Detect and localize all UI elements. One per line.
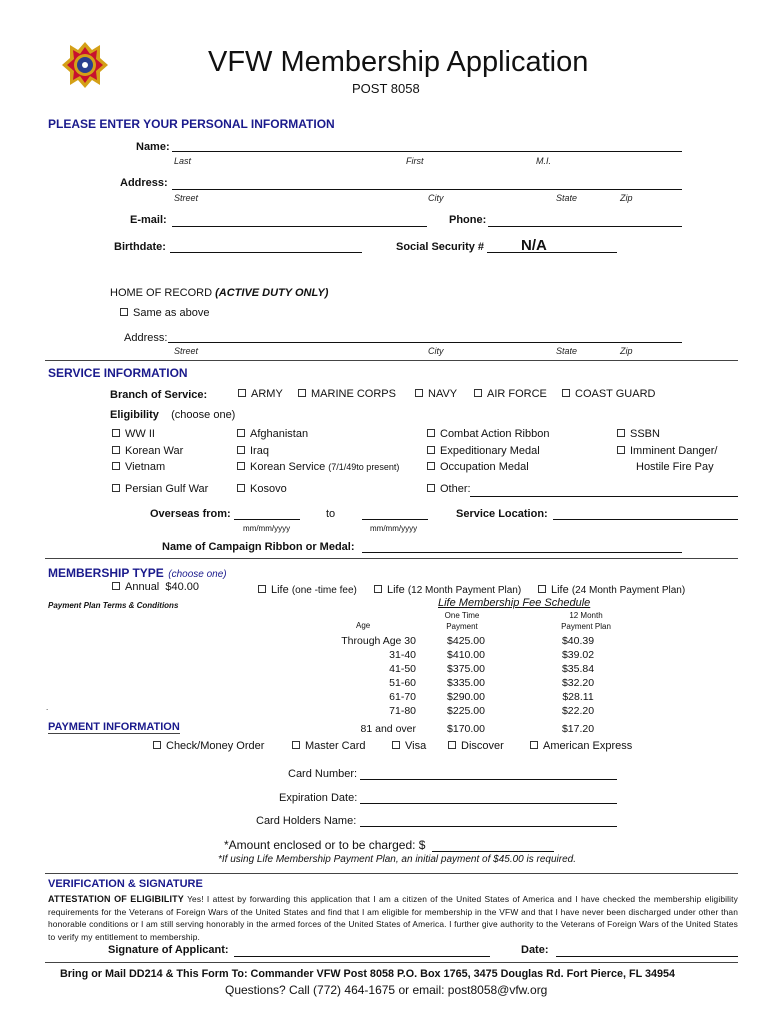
pay-amex-label: American Express — [543, 740, 633, 752]
annual-label: Annual — [125, 581, 160, 593]
phone-label: Phone: — [449, 214, 487, 226]
fee-schedule-title: Life Membership Fee Schedule — [438, 597, 591, 609]
birthdate-label: Birthdate: — [114, 241, 166, 253]
expiration-field[interactable] — [360, 803, 617, 804]
checkbox-icon[interactable] — [427, 484, 435, 492]
fee-12-month: $17.20 — [561, 723, 595, 735]
elig-expeditionary[interactable] — [427, 445, 540, 457]
home-address-sub-state: State — [556, 346, 578, 356]
elig-ww2[interactable] — [112, 428, 155, 440]
branch-label: Branch of Service: — [110, 389, 208, 401]
branch-navy[interactable] — [415, 388, 457, 400]
branch-army[interactable] — [238, 388, 283, 400]
date-label: Date: — [521, 944, 549, 956]
signature-field[interactable] — [234, 956, 490, 957]
campaign-field[interactable] — [362, 552, 682, 553]
fee-age: 51-60 — [389, 677, 416, 689]
membership-heading-row — [48, 564, 227, 582]
elig-korean-war-label: Korean War — [125, 445, 184, 457]
checkbox-icon[interactable] — [617, 446, 625, 454]
email-label: E-mail: — [130, 214, 167, 226]
overseas-to-field[interactable] — [362, 519, 428, 520]
date-field[interactable] — [556, 956, 738, 957]
elig-korean-service[interactable] — [237, 461, 399, 473]
fee-one-time: $225.00 — [447, 705, 485, 717]
elig-other[interactable] — [427, 483, 471, 495]
fee-12-month: $40.39 — [561, 635, 595, 647]
elig-kosovo-label: Kosovo — [250, 483, 287, 495]
pay-amex[interactable] — [530, 740, 632, 752]
fee-row — [320, 662, 646, 676]
mail-instructions: Bring or Mail DD214 & This Form To: Commander VFW Post 8058 P.O. Box 1765, 3475 Douglas Rd. Fort Pierce, FL 34954 — [60, 968, 676, 980]
eligibility-label — [110, 409, 235, 421]
home-address-sub-zip: Zip — [620, 346, 633, 356]
membership-life-24[interactable] — [538, 584, 685, 596]
elig-persian-gulf[interactable] — [112, 483, 208, 495]
checkbox-icon[interactable] — [427, 446, 435, 454]
fee-one-time: $375.00 — [447, 663, 485, 675]
branch-coastguard-label: COAST GUARD — [575, 388, 656, 400]
elig-vietnam-label: Vietnam — [125, 461, 166, 473]
checkbox-icon[interactable] — [153, 741, 161, 749]
name-sub-mi: M.I. — [536, 156, 551, 166]
home-of-record-text: HOME OF RECORD — [110, 287, 213, 299]
fee-row — [320, 718, 646, 736]
pay-check[interactable] — [153, 740, 264, 752]
fee-one-time: $290.00 — [447, 691, 485, 703]
checkbox-icon[interactable] — [112, 462, 120, 470]
elig-persian-gulf-label: Persian Gulf War — [125, 483, 209, 495]
pay-mastercard-label: Master Card — [305, 740, 366, 752]
life-24-note: (24 Month Payment Plan) — [571, 585, 686, 596]
service-info-heading: SERVICE INFORMATION — [48, 366, 188, 380]
section-divider — [45, 558, 738, 559]
address-sub-zip: Zip — [620, 193, 633, 203]
page-title: VFW Membership Application — [208, 46, 589, 78]
pay-mastercard[interactable] — [292, 740, 366, 752]
life-one-time-label: Life — [271, 584, 289, 596]
ssn-value: N/A — [521, 237, 547, 254]
name-sub-last: Last — [174, 156, 192, 166]
pay-discover-label: Discover — [461, 740, 504, 752]
to-label: to — [326, 508, 336, 520]
service-location-field[interactable] — [553, 519, 738, 520]
birthdate-field[interactable] — [170, 252, 362, 253]
checkbox-icon[interactable] — [112, 446, 120, 454]
attestation-text: Yes! I attest by forwarding this application that I am a citizen of the United States of America and I have checked the membership eligibility requirements for the Veterans of Foreign Wars of the United States and find that I am eligible for membership in the VFW and that I have never been discharged under other than honorable conditions or I am still serving honorably in the armed forces of the United States of America. I further give authority to the Veterans of Foreign Wars of the United States to verify my entitlement to membership. — [48, 894, 738, 942]
elig-afghanistan-label: Afghanistan — [250, 428, 309, 440]
checkbox-icon[interactable] — [617, 429, 625, 437]
life-12-label: Life — [387, 584, 405, 596]
card-number-label: Card Number: — [288, 768, 358, 780]
personal-info-heading: PLEASE ENTER YOUR PERSONAL INFORMATION — [48, 117, 335, 131]
home-address-field[interactable] — [168, 342, 682, 343]
checkbox-icon[interactable] — [530, 741, 538, 749]
checkbox-icon[interactable] — [120, 308, 128, 316]
address-field[interactable] — [172, 189, 682, 190]
name-label: Name: — [136, 141, 170, 153]
fee-age: 61-70 — [389, 691, 416, 703]
checkbox-icon[interactable] — [298, 389, 306, 397]
checkbox-icon[interactable] — [374, 585, 382, 593]
post-number: POST 8058 — [352, 81, 420, 96]
checkbox-icon[interactable] — [112, 582, 120, 590]
home-address-sub-street: Street — [174, 346, 199, 356]
address-label: Address: — [120, 177, 168, 189]
fee-12-month: $32.20 — [561, 677, 595, 689]
ssn-field[interactable] — [487, 252, 617, 253]
fee-age: 31-40 — [389, 649, 416, 661]
pay-check-label: Check/Money Order — [166, 740, 265, 752]
membership-note: (choose one) — [168, 569, 227, 580]
address-sub-city: City — [428, 193, 444, 203]
elig-iraq[interactable] — [237, 445, 269, 457]
elig-iraq-label: Iraq — [250, 445, 269, 457]
amount-label: *Amount enclosed or to be charged: $ — [224, 838, 426, 852]
home-address-label: Address: — [124, 332, 168, 344]
overseas-label: Overseas from: — [150, 508, 231, 520]
elig-kosovo[interactable] — [237, 483, 287, 495]
elig-ssbn[interactable] — [617, 428, 660, 440]
fee-one-time: $170.00 — [447, 723, 485, 735]
branch-marine-corps[interactable] — [298, 388, 396, 400]
checkbox-icon[interactable] — [292, 741, 300, 749]
checkbox-icon[interactable] — [474, 389, 482, 397]
fee-row — [320, 690, 646, 704]
checkbox-icon[interactable] — [258, 585, 266, 593]
elig-hostile-fire: Hostile Fire Pay — [636, 461, 714, 473]
elig-other-field[interactable] — [470, 496, 738, 497]
overseas-from-format: mm/mm/yyyy — [243, 524, 291, 533]
checkbox-icon[interactable] — [238, 389, 246, 397]
elig-vietnam[interactable] — [112, 461, 165, 473]
fee-age: 81 and over — [360, 723, 416, 735]
elig-imminent-danger-label: Imminent Danger/ — [630, 445, 718, 457]
name-field[interactable] — [172, 151, 682, 152]
elig-ssbn-label: SSBN — [630, 428, 660, 440]
membership-annual[interactable] — [112, 581, 199, 593]
elig-korean-service-label: Korean Service — [250, 461, 326, 473]
amount-field[interactable] — [432, 851, 554, 852]
fee-one-time: $410.00 — [447, 649, 485, 661]
eligibility-note: (choose one) — [171, 409, 236, 421]
verification-heading: VERIFICATION & SIGNATURE — [48, 878, 203, 890]
email-field[interactable] — [172, 226, 427, 227]
checkbox-icon[interactable] — [427, 429, 435, 437]
fee-12-month: $39.02 — [561, 649, 595, 661]
fee-one-time: $335.00 — [447, 677, 485, 689]
fee-12-month: $22.20 — [561, 705, 595, 717]
membership-life-12[interactable] — [374, 584, 521, 596]
life-one-time-note: (one -time fee) — [291, 585, 357, 596]
branch-coast-guard[interactable] — [562, 388, 655, 400]
elig-afghanistan[interactable] — [237, 428, 308, 440]
attestation-label: ATTESTATION OF ELIGIBILITY — [48, 894, 184, 904]
fee-one-time: $425.00 — [447, 635, 485, 647]
life-24-label: Life — [551, 584, 569, 596]
name-sub-first: First — [406, 156, 424, 166]
checkbox-icon[interactable] — [415, 389, 423, 397]
overseas-to-format: mm/mm/yyyy — [370, 524, 418, 533]
branch-airforce-label: AIR FORCE — [487, 388, 547, 400]
home-of-record-note: (ACTIVE DUTY ONLY) — [215, 287, 329, 299]
fee-row — [320, 634, 646, 648]
attestation-paragraph — [48, 893, 738, 943]
korean-service-dates: (7/1/49to present) — [328, 462, 400, 472]
fee-header-one-time: One Time Payment — [444, 611, 480, 631]
home-address-sub-city: City — [428, 346, 444, 356]
service-location-label: Service Location: — [456, 508, 548, 520]
membership-heading: MEMBERSHIP TYPE — [48, 566, 164, 580]
branch-marine-label: MARINE CORPS — [311, 388, 396, 400]
checkbox-icon[interactable] — [237, 429, 245, 437]
fee-12-month: $35.84 — [561, 663, 595, 675]
fee-age: 41-50 — [389, 663, 416, 675]
expiration-label: Expiration Date: — [279, 792, 358, 804]
annual-price: $40.00 — [165, 581, 200, 593]
vfw-cross-emblem-icon — [60, 40, 110, 90]
membership-life-one-time[interactable] — [258, 584, 357, 596]
contact-info: Questions? Call (772) 464-1675 or email: post8058@vfw.org — [225, 983, 548, 997]
fee-row — [320, 676, 646, 690]
branch-army-label: ARMY — [251, 388, 283, 400]
elig-occupation-label: Occupation Medal — [440, 461, 529, 473]
elig-combat-action[interactable] — [427, 428, 549, 440]
elig-expeditionary-label: Expeditionary Medal — [440, 445, 540, 457]
card-number-field[interactable] — [360, 779, 617, 780]
elig-occupation[interactable] — [427, 461, 529, 473]
branch-navy-label: NAVY — [428, 388, 458, 400]
payment-plan-terms-link[interactable]: Payment Plan Terms & Conditions — [48, 601, 179, 610]
checkbox-icon[interactable] — [562, 389, 570, 397]
elig-ww2-label: WW II — [125, 428, 155, 440]
payment-info-heading: PAYMENT INFORMATION — [48, 721, 180, 733]
address-sub-state: State — [556, 193, 578, 203]
checkbox-icon[interactable] — [237, 484, 245, 492]
section-divider — [45, 962, 738, 963]
checkbox-icon[interactable] — [392, 741, 400, 749]
fee-age: 71-80 — [389, 705, 416, 717]
checkbox-icon[interactable] — [448, 741, 456, 749]
signature-label: Signature of Applicant: — [108, 944, 229, 956]
life-12-note: (12 Month Payment Plan) — [407, 585, 522, 596]
phone-field[interactable] — [488, 226, 682, 227]
checkbox-icon[interactable] — [112, 429, 120, 437]
eligibility-text: Eligibility — [110, 409, 159, 421]
checkbox-icon[interactable] — [237, 446, 245, 454]
fee-header-age: Age — [356, 621, 371, 630]
fee-age: Through Age 30 — [341, 635, 416, 647]
dot-mark: . — [46, 703, 49, 712]
same-as-above-label: Same as above — [133, 307, 210, 319]
pay-discover[interactable] — [448, 740, 504, 752]
address-sub-street: Street — [174, 193, 199, 203]
plan-note: *If using Life Membership Payment Plan, an initial payment of $45.00 is required. — [218, 854, 576, 865]
checkbox-icon[interactable] — [237, 462, 245, 470]
fee-header-12-month: 12 Month Payment Plan — [561, 611, 611, 631]
overseas-from-field[interactable] — [234, 519, 300, 520]
home-of-record-label — [110, 287, 328, 299]
section-divider — [45, 873, 738, 874]
same-as-above-option[interactable] — [120, 307, 209, 319]
card-holder-field[interactable] — [360, 826, 617, 827]
elig-combat-action-label: Combat Action Ribbon — [440, 428, 550, 440]
branch-air-force[interactable] — [474, 388, 547, 400]
pay-visa[interactable] — [392, 740, 426, 752]
campaign-label: Name of Campaign Ribbon or Medal: — [162, 541, 355, 553]
ssn-label: Social Security # — [396, 241, 485, 253]
elig-korean-war[interactable] — [112, 445, 183, 457]
pay-visa-label: Visa — [405, 740, 427, 752]
fee-12-month: $28.11 — [562, 691, 594, 703]
elig-imminent-danger[interactable] — [617, 445, 717, 457]
fee-row — [320, 648, 646, 662]
fee-schedule-table — [320, 634, 646, 736]
checkbox-icon[interactable] — [427, 462, 435, 470]
card-holder-label: Card Holders Name: — [256, 815, 357, 827]
elig-other-label: Other: — [440, 483, 471, 495]
checkbox-icon[interactable] — [112, 484, 120, 492]
fee-row — [320, 704, 646, 718]
section-divider — [45, 360, 738, 361]
checkbox-icon[interactable] — [538, 585, 546, 593]
